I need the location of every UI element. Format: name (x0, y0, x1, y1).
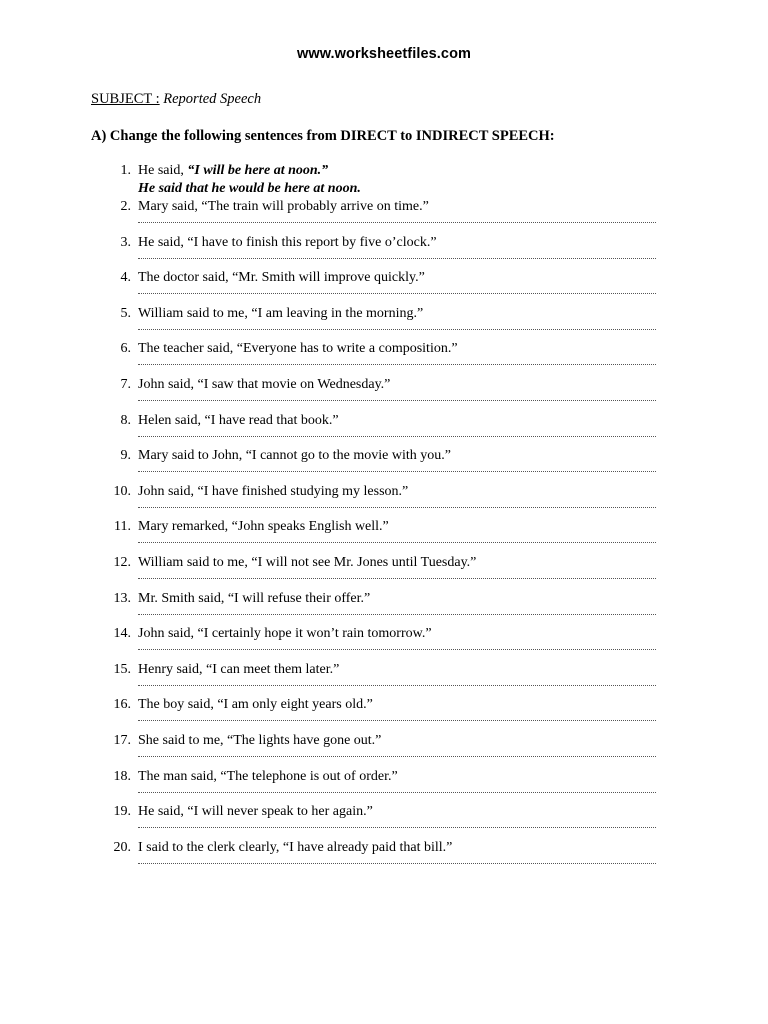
answer-line[interactable] (138, 610, 656, 615)
item-number: 10. (113, 483, 131, 499)
item-number: 18. (113, 768, 131, 784)
exercise-item (0, 376, 768, 412)
answer-line[interactable] (138, 823, 656, 828)
item-text: William said to me, “I will not see Mr. Jones until Tuesday.” (138, 555, 477, 570)
exercise-item (0, 768, 768, 804)
answer-line[interactable] (138, 432, 656, 437)
item-text: She said to me, “The lights have gone out.” (138, 733, 382, 748)
item-number: 19. (113, 804, 131, 820)
item-text: John said, “I have finished studying my lesson.” (138, 483, 409, 499)
exercise-item (0, 803, 768, 839)
exercise-item (0, 625, 768, 661)
exercise-item (0, 483, 768, 519)
answer-line[interactable] (138, 396, 656, 401)
exercise-item (0, 590, 768, 626)
exercise-item (0, 554, 768, 590)
item-number: 6. (120, 341, 131, 357)
item-text: Mary remarked, “John speaks English well.” (138, 519, 389, 535)
exercise-item (0, 518, 768, 554)
item-text: John said, “I saw that movie on Wednesday.” (138, 377, 391, 392)
item-text: Mary said, “The train will probably arrive on time.” (138, 199, 429, 214)
example-prefix: He said, (138, 163, 188, 178)
exercise-item (0, 839, 768, 875)
subject-value: Reported Speech (163, 91, 262, 107)
exercise-item (0, 234, 768, 270)
item-number: 1. (120, 163, 131, 178)
item-number: 2. (120, 199, 131, 214)
exercise-item (0, 340, 768, 376)
item-text: He said, “I have to finish this report by five o’clock.” (138, 234, 437, 250)
example-quote: “I will be here at noon.” (187, 163, 329, 178)
item-text (138, 162, 328, 180)
item-text: Mary said to John, “I cannot go to the movie with you.” (138, 448, 451, 464)
item-number: 11. (114, 519, 131, 535)
answer-line[interactable] (138, 289, 656, 294)
answer-line[interactable] (138, 859, 656, 864)
item-number: 7. (120, 377, 131, 392)
exercise-item (0, 198, 768, 234)
item-number: 20. (113, 839, 131, 855)
answer-line[interactable] (138, 503, 656, 508)
item-number: 16. (113, 697, 131, 713)
item-number: 14. (113, 626, 131, 642)
item-text: Mr. Smith said, “I will refuse their offer.” (138, 590, 371, 606)
item-number: 4. (120, 270, 131, 286)
answer-line[interactable] (138, 716, 656, 721)
item-text: John said, “I certainly hope it won’t rain tomorrow.” (138, 626, 432, 642)
answer-line[interactable] (138, 645, 656, 650)
answer-line[interactable] (138, 574, 656, 579)
item-number: 17. (113, 733, 131, 748)
item-text: The doctor said, “Mr. Smith will improve quickly.” (138, 270, 425, 286)
item-number: 3. (120, 234, 131, 250)
example-item (0, 162, 768, 198)
answer-line[interactable] (138, 752, 656, 757)
answer-line[interactable] (138, 254, 656, 259)
item-text: Helen said, “I have read that book.” (138, 412, 339, 428)
exercise-item (0, 269, 768, 305)
item-text: I said to the clerk clearly, “I have already paid that bill.” (138, 839, 453, 855)
subject-label: SUBJECT : (91, 91, 160, 107)
item-text: He said, “I will never speak to her again.” (138, 804, 373, 820)
answer-line[interactable] (138, 467, 656, 472)
answer-line[interactable] (138, 538, 656, 543)
instruction-heading: A) Change the following sentences from DIRECT to INDIRECT SPEECH: (91, 128, 555, 144)
item-text: The man said, “The telephone is out of order.” (138, 768, 398, 784)
answer-line[interactable] (138, 360, 656, 365)
exercise-item (0, 305, 768, 341)
item-number: 12. (113, 555, 131, 570)
example-answer: He said that he would be here at noon. (138, 181, 361, 196)
item-number: 5. (120, 305, 131, 321)
answer-line[interactable] (138, 681, 656, 686)
answer-line[interactable] (138, 325, 656, 330)
exercise-item (0, 696, 768, 732)
exercise-item (0, 732, 768, 768)
item-text: Henry said, “I can meet them later.” (138, 661, 340, 677)
subject-line (91, 91, 261, 108)
exercise-item (0, 447, 768, 483)
item-number: 13. (113, 590, 131, 606)
item-text: The boy said, “I am only eight years old.” (138, 697, 373, 713)
item-number: 8. (120, 412, 131, 428)
answer-line[interactable] (138, 788, 656, 793)
exercise-item (0, 661, 768, 697)
item-number: 9. (120, 448, 131, 464)
answer-line[interactable] (138, 218, 656, 223)
exercise-item (0, 412, 768, 448)
item-number: 15. (113, 661, 131, 677)
item-text: William said to me, “I am leaving in the morning.” (138, 305, 424, 321)
site-url-header[interactable]: www.worksheetfiles.com (296, 46, 472, 62)
item-text: The teacher said, “Everyone has to write a composition.” (138, 341, 458, 357)
